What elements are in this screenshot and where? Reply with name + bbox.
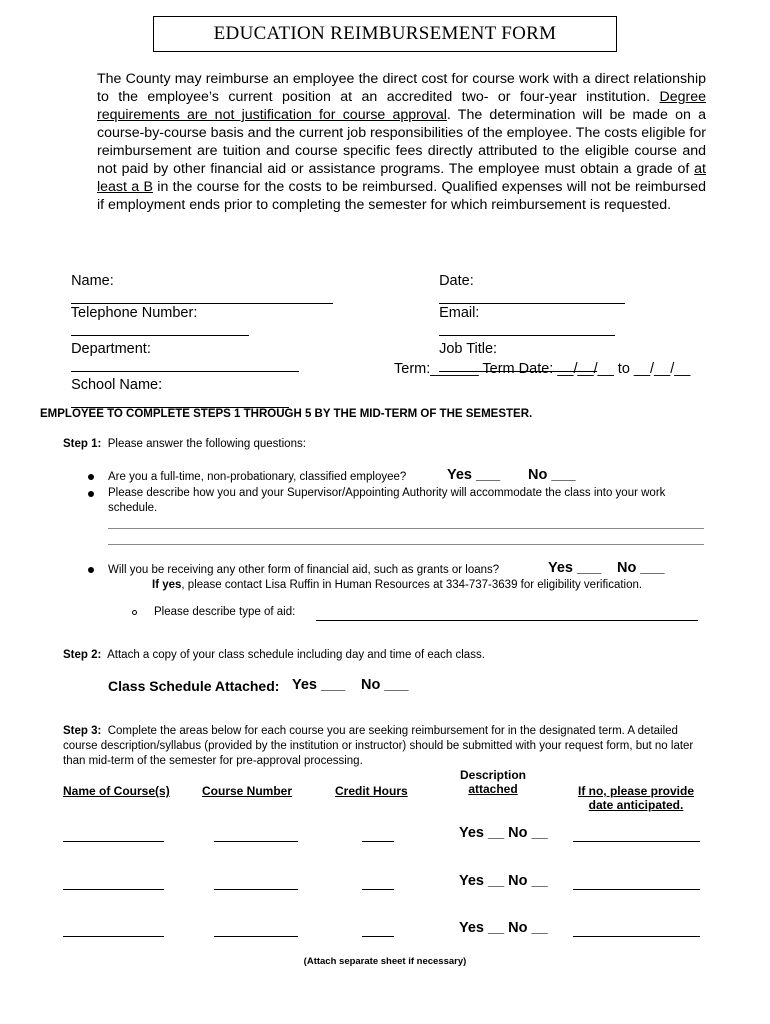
step3-label: Step 3: <box>63 725 102 737</box>
job-title-label: Job Title: <box>439 341 498 357</box>
email-label: Email: <box>439 305 480 321</box>
answer-line-1[interactable] <box>108 528 704 529</box>
schedule-yes-option[interactable]: Yes ___ <box>292 677 346 693</box>
if-no-header-line1: If no, please provide <box>577 784 695 798</box>
name-label: Name: <box>71 273 114 289</box>
step1-text: Please answer the following questions: <box>107 438 306 450</box>
answer-line-2[interactable] <box>108 544 704 545</box>
step3-text: Complete the areas below for each course you are seeking reimbursement for in the designated term. A detailed course description/syllabus (provided by the institution or instructor) should be submitted with your request form, but no later than mid-term of the semester for pre-approval processing. <box>63 725 694 767</box>
intro-underlined-grade: at least a B <box>97 161 706 195</box>
column-header-course-name: Name of Course(s) <box>63 784 170 798</box>
q3-note-bold: If yes <box>152 579 182 591</box>
bullet-icon <box>88 491 94 497</box>
aid-type-input-line[interactable] <box>316 619 698 621</box>
bullet-icon <box>88 567 94 573</box>
aid-type-field <box>154 605 295 620</box>
step1-label: Step 1: <box>63 438 102 450</box>
q3-yes-option[interactable]: Yes ___ <box>548 560 602 576</box>
q1-no-option[interactable]: No ___ <box>528 467 576 483</box>
column-header-course-number: Course Number <box>202 784 293 798</box>
anticipated-date-line[interactable] <box>573 840 700 842</box>
description-header-line1: Description <box>459 768 526 782</box>
step1-question-2: Please describe how you and your Supervisor/Appointing Authority will accommodate the class into your work schedule. <box>108 487 666 514</box>
intro-underlined-text: Degree requirements are not justification for course approval <box>97 89 706 123</box>
step1-intro <box>63 437 306 452</box>
course-name-line[interactable] <box>63 935 164 937</box>
anticipated-date-line[interactable] <box>573 888 700 890</box>
school-name-input-line[interactable] <box>71 393 289 408</box>
step2-label: Step 2: <box>63 649 102 661</box>
course-number-line[interactable] <box>214 840 298 842</box>
step2-text: Attach a copy of your class schedule including day and time of each class. <box>107 649 485 661</box>
intro-paragraph <box>97 70 706 214</box>
if-no-header-line2: date anticipated. <box>588 798 684 812</box>
table-footnote: (Attach separate sheet if necessary) <box>303 956 467 967</box>
step3-intro <box>63 724 707 769</box>
form-title: EDUCATION REIMBURSEMENT FORM <box>153 16 617 52</box>
q3-note <box>152 578 642 593</box>
intro-text: The County may reimburse an employee the direct cost for course work with a direct relationship to the employee’s current position at an accredited two- or four-year institution. <box>97 71 706 105</box>
term-field[interactable]: Term:______ Term Date: __/__/__ to __/__/__ <box>394 361 691 377</box>
column-header-if-no <box>566 784 706 812</box>
circle-bullet-icon <box>132 610 137 615</box>
school-name-label: School Name: <box>71 377 163 393</box>
schedule-no-option[interactable]: No ___ <box>361 677 409 693</box>
course-number-line[interactable] <box>214 935 298 937</box>
course-name-line[interactable] <box>63 888 164 890</box>
credit-hours-line[interactable] <box>362 840 394 842</box>
date-label: Date: <box>439 273 474 289</box>
instructions-heading: EMPLOYEE TO COMPLETE STEPS 1 THROUGH 5 BY THE MID-TERM OF THE SEMESTER. <box>40 408 533 420</box>
description-header-line2: attached <box>468 782 518 796</box>
credit-hours-line[interactable] <box>362 888 394 890</box>
aid-type-label: Please describe type of aid: <box>154 606 296 618</box>
course-name-line[interactable] <box>63 840 164 842</box>
q3-no-option[interactable]: No ___ <box>617 560 665 576</box>
description-yes-no[interactable]: Yes __ No __ <box>459 873 548 889</box>
q3-note-text: , please contact Lisa Ruffin in Human Resources at 334-737-3639 for eligibility verification. <box>181 579 643 591</box>
school-name-field <box>63 361 289 412</box>
description-yes-no[interactable]: Yes __ No __ <box>459 825 548 841</box>
telephone-label: Telephone Number: <box>70 305 198 321</box>
intro-text: in the course for the costs to be reimbursed. Qualified expenses will not be reimbursed if employment ends prior to completing the semester for which reimbursement is requested. <box>97 179 706 213</box>
department-label: Department: <box>71 341 151 357</box>
column-header-description <box>443 768 543 796</box>
step1-question-1: Are you a full-time, non-probationary, classified employee? <box>108 471 407 483</box>
column-header-credit-hours: Credit Hours <box>335 784 408 798</box>
credit-hours-line[interactable] <box>362 935 394 937</box>
bullet-icon <box>88 474 94 480</box>
step1-question-3: Will you be receiving any other form of financial aid, such as grants or loans? <box>108 564 500 576</box>
course-number-line[interactable] <box>214 888 298 890</box>
q1-yes-option[interactable]: Yes ___ <box>447 467 501 483</box>
step2-intro <box>63 648 485 663</box>
intro-text: . The determination will be made on a course-by-course basis and the current job responsibilities of the employee. The costs eligible for reimbursement are tuition and course specific fees directly attributed to the eligible course and not paid by other financial aid or assistance programs. The employee must obtain a grade of <box>97 107 706 177</box>
schedule-attached-label: Class Schedule Attached: <box>108 678 280 694</box>
anticipated-date-line[interactable] <box>573 935 700 937</box>
description-yes-no[interactable]: Yes __ No __ <box>459 920 548 936</box>
